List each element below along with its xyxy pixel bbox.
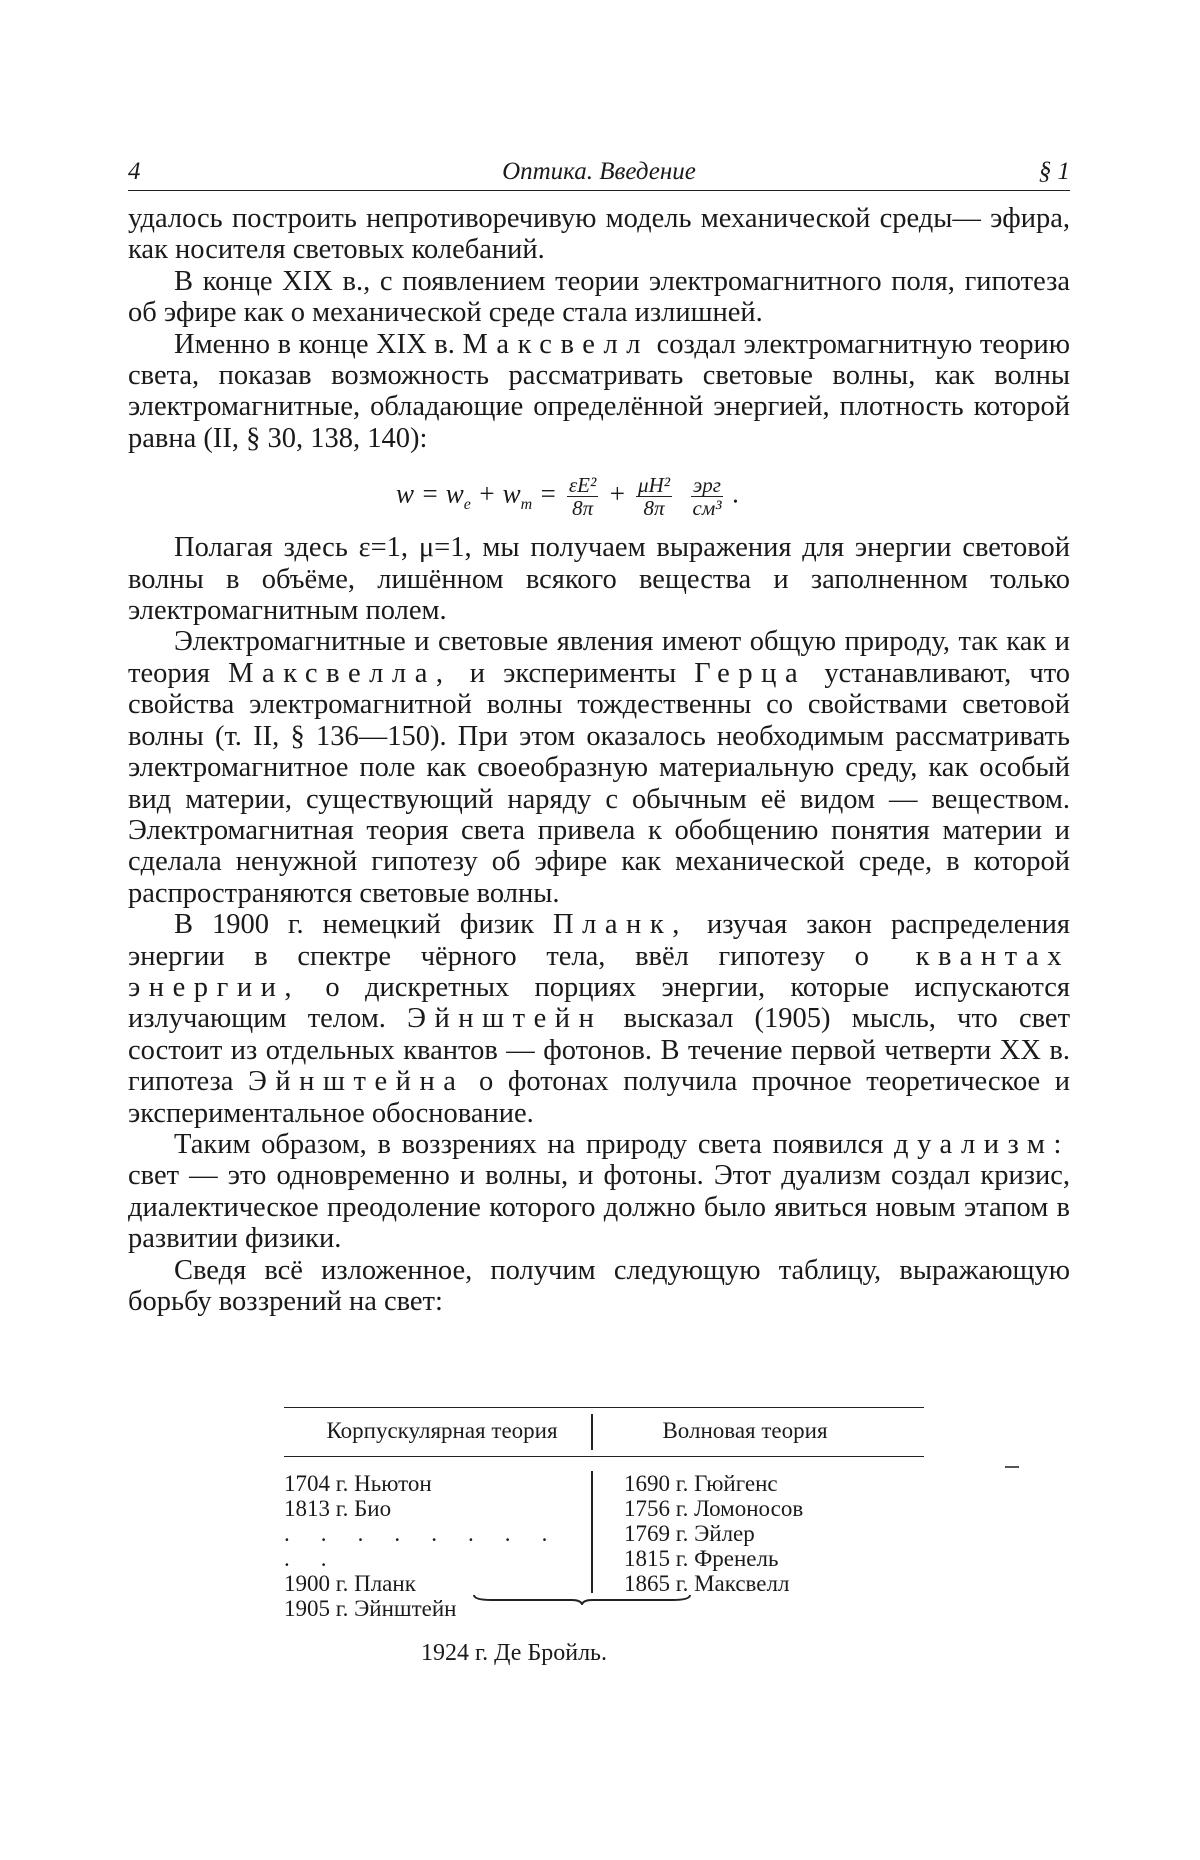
quanta-term: о квантах энергии, (128, 940, 1071, 1003)
fraction-electric (567, 474, 598, 519)
text-run: Электромагнитные и световые явления имеют общую природу, так как и теория (128, 626, 1070, 689)
stray-mark (1005, 1466, 1019, 1468)
main-text (128, 203, 1070, 1317)
table-header (284, 1407, 924, 1457)
table-row: 1813 г. Био (284, 1496, 392, 1521)
text-run: о фотонах получила прочное теоретическое и экспериментальное обоснование. (128, 1066, 1071, 1129)
name-einstein: Эйнштейн (407, 1003, 603, 1035)
formula-sub-e: e (463, 496, 471, 514)
name-maxwell: Максвелла, (228, 657, 452, 689)
column-header-corpuscular: Корпускулярная теория (326, 1418, 558, 1443)
page-number: 4 (128, 158, 141, 185)
table-row: 1865 г. Максвелл (624, 1571, 790, 1596)
de-broglie-line: 1924 г. Де Бройль. (421, 1640, 607, 1666)
fraction-denominator: 8π (643, 496, 665, 521)
formula-lhs: w = w (396, 478, 464, 509)
formula-expression (396, 474, 740, 521)
fraction-magnetic (636, 474, 672, 519)
paragraph-1: удалось построить непротиворечивую модель механической среды— эфира, как носителя световых колебаний. (128, 203, 1070, 266)
paragraph-3 (128, 329, 1070, 455)
table-row: 1704 г. Ньютон (284, 1471, 432, 1496)
formula-plus: + w (470, 478, 521, 509)
paragraph-8: Сведя всё изложенное, получим следующую таблицу, выражающую борьбу воззрений на свет: (128, 1254, 1070, 1317)
text-run: В 1900 г. немецкий физик (174, 909, 534, 941)
text-run: и эксперименты (469, 657, 677, 689)
fraction-numerator: μH² (638, 473, 671, 498)
table-row: 1900 г. Планк (284, 1571, 416, 1596)
paragraph-6 (128, 909, 1070, 1129)
running-header (128, 158, 1070, 191)
text-run: высказал (1905) мысль, что свет состоит из отдельных квантов — фотонов. В течение первой четверти XX в. гипотеза (128, 1003, 1071, 1098)
running-title: Оптика. Введение (502, 158, 696, 185)
column-header-wave: Волновая теория (662, 1418, 828, 1443)
formula-end: . (726, 478, 740, 509)
text-run: о дискретных порциях энергии, которые испускаются излучающим телом. (128, 971, 1070, 1035)
column-divider (591, 1414, 593, 1450)
fraction-denominator: 8π (572, 496, 594, 521)
name-hertz: Герца (694, 657, 807, 689)
text-run: Таким образом, в воззрениях на природу света появился (174, 1128, 884, 1160)
column-divider (591, 1471, 593, 1593)
merge-brace (472, 1593, 692, 1605)
theories-table (284, 1407, 924, 1621)
wave-column (624, 1471, 924, 1596)
paragraph-4: Полагая здесь ε=1, μ=1, мы получаем выражения для энергии световой волны в объёме, лишённом всякого вещества и заполненном только электромагнитным полем. (128, 532, 1070, 627)
paragraph-5 (128, 626, 1070, 909)
formula-plus-2: + (601, 478, 634, 509)
unit-denominator: см³ (692, 496, 722, 521)
table-row: 1769 г. Эйлер (624, 1521, 755, 1546)
name-planck: Планк, (552, 909, 688, 941)
table-row: 1690 г. Гюйгенс (624, 1471, 778, 1496)
table-row: 1905 г. Эйнштейн (284, 1596, 457, 1621)
fraction-numerator: εE² (568, 473, 597, 498)
table-body (284, 1471, 924, 1621)
unit-fraction (691, 474, 723, 519)
text-run: создал электромагнитную теорию света, показав возможность рассматривать световые волны, как волны электромагнитные, обладающие определённой энергией, плотность которой равна (II, § 30, 138, 140): (128, 328, 1070, 454)
dualism-term: дуализм: (894, 1128, 1070, 1160)
table-row-ellipsis: . . . . . . . . . . (284, 1521, 560, 1571)
paragraph-7 (128, 1129, 1070, 1255)
formula-sub-m: m (520, 496, 533, 514)
section-mark: § 1 (1038, 158, 1070, 185)
formula-equals: = (532, 478, 564, 509)
paragraph-2: В конце XIX в., с появлением теории электромагнитного поля, гипотеза об эфире как о механической среде стала излишней. (128, 265, 1070, 329)
text-run: Именно в конце XIX в. (174, 328, 455, 360)
unit-numerator: эрг (693, 473, 721, 498)
table-row: 1756 г. Ломоносов (624, 1496, 804, 1521)
text-run: свет — это одновременно и волны, и фотоны. Этот дуализм создал кризис, диалектическое преодоление которого должно было явиться новым этапом в развитии физики. (128, 1160, 1070, 1255)
text-run: устанавливают, что свойства электромагнитной волны тождественны со свойствами световой волны (т. II, § 136—150). При этом оказалось необходимым рассматривать электромагнитное поле как своеобразную материальную среду, как особый вид материи, существующий наряду с обычным её видом — веществом. Электромагнитная теория света привела к обобщению понятия материи и сделала ненужной гипотезу об эфире как механической среде, в которой распространяются световые волны. (128, 657, 1071, 909)
text-run: изучая закон распределения энергии в спектре чёрного тела, ввёл гипотезу (128, 909, 1071, 972)
name-einstein: Эйнштейна (248, 1066, 465, 1098)
name-maxwell: Максвелл (462, 328, 650, 360)
table-row: 1815 г. Френель (624, 1546, 779, 1571)
energy-density-formula (128, 454, 1070, 532)
